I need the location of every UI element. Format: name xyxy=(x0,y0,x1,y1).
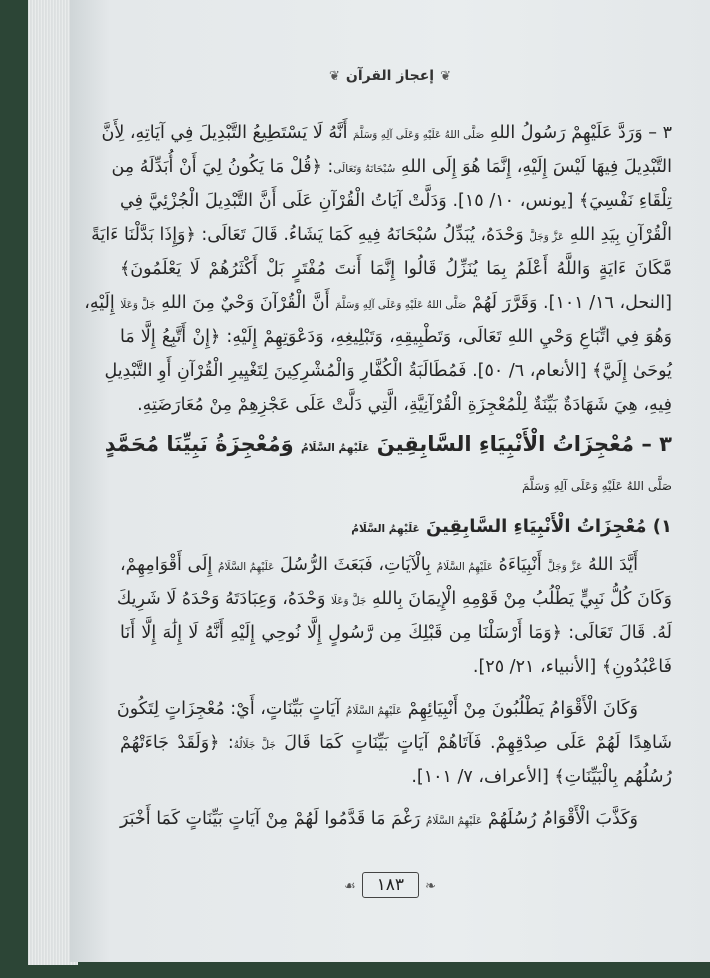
text-segment: مَّكَانَ ءَايَةٍ وَاللَّهُ أَعْلَمُ بِمَا يُنَزِّلُ قَالُوا إِنَّمَا أَنتَ مُفْتَرٍ بَلْ أَكْثَرُهُمْ لَا يَعْلَمُونَ﴾ xyxy=(120,259,672,279)
honorific: جَلَّ وَعَلَا xyxy=(331,595,367,607)
text-segment: إِلَى أَقْوَامِهِمْ، xyxy=(120,555,218,575)
text-segment: وَكَذَّبَ الْأَقْوَامُ رُسُلَهُمْ xyxy=(482,809,638,829)
text-line xyxy=(116,692,672,726)
text-line xyxy=(120,252,672,286)
text-segment: يُوحَىٰ إِلَيَّ﴾ [الأنعام، ٦/ ٥٠]. فَمُطَالَبَةُ الْكُفَّارِ وَالْمُشْرِكِينَ لِتَغْيِيرِ الْقُرْآنِ أَوِ التَّبْدِيلِ xyxy=(104,361,672,381)
text-line xyxy=(120,320,672,354)
text-line xyxy=(120,760,672,794)
text-segment: إِلَيْهِ، xyxy=(84,293,121,313)
honorific: عَزَّ وَجَلَّ xyxy=(529,231,565,243)
text-segment: أَنَّهُ لَا يَسْتَطِيعُ التَّبْدِيلَ فِي آيَاتِهِ، لِأَنَّ xyxy=(101,123,354,143)
text-line xyxy=(111,150,672,184)
text-line xyxy=(120,184,672,218)
text-segment: الْقُرْآنِ بِيَدِ اللهِ xyxy=(564,225,672,245)
honorific: صَلَّى اللهُ عَلَيْهِ وَعَلَى آلِهِ وَسَلَّمَ xyxy=(335,299,467,311)
text-segment: بِالْآيَاتِ، فَبَعَثَ الرُّسُلَ xyxy=(274,555,437,575)
header-title: إعجاز القرآن xyxy=(345,68,435,84)
text-segment: وَحْدَهُ، وَعِبَادَتَهُ وَحْدَهُ لَا شَرِيكَ xyxy=(116,589,332,609)
text-line xyxy=(104,354,672,388)
honorific: جَلَّ وَعَلَا xyxy=(120,299,156,311)
text-line xyxy=(101,116,672,150)
text-segment: ١) مُعْجِزَاتُ الْأَنْبِيَاءِ السَّابِقِينَ xyxy=(419,516,672,537)
text-line xyxy=(120,466,672,506)
text-segment: رُسُلُهُم بِالْبَيِّنَاتِ﴾ [الأعراف، ٧/ ١٠١]. xyxy=(411,767,672,787)
text-line xyxy=(116,582,672,616)
page-number: ١٨٣ xyxy=(362,872,419,898)
text-line xyxy=(120,650,672,684)
text-segment: وَكَانَ كُلُّ نَبِيٍّ يَطْلُبُ مِنْ قَوْمِهِ الْإِيمَانَ بِاللهِ xyxy=(366,589,672,609)
text-segment: شَاهِدًا لَهُمْ عَلَى صِدْقِهِمْ. فَآتَاهُمْ آيَاتٍ بَيِّنَاتٍ كَمَا قَالَ xyxy=(275,733,672,753)
text-line xyxy=(120,726,672,760)
honorific: عَلَيْهِمُ السَّلَامُ xyxy=(345,705,403,717)
honorific: عَلَيْهِمُ السَّلَامُ xyxy=(300,442,370,454)
honorific: صَلَّى اللهُ عَلَيْهِ وَعَلَى آلِهِ وَسَلَّمَ xyxy=(353,129,485,141)
text-segment: أَنَّ الْقُرْآنَ وَحْيٌ مِنَ اللهِ xyxy=(155,293,336,313)
text-line xyxy=(91,218,672,252)
text-segment: : ﴿قُلْ مَا يَكُونُ لِيَ أَنْ أُبَدِّلَهُ مِن xyxy=(111,157,334,177)
text-segment: وَهُوَ فِي اتِّبَاعِ وَحْيِ اللهِ تَعَالَى، وَتَطْبِيقِهِ، وَتَبْلِيغِهِ، وَدَعْوَتِهِمْ إِلَيْهِ: ﴿إِنْ أَتَّبِعُ إِلَّا مَا xyxy=(120,327,672,347)
text-segment: التَّبْدِيلَ فِيهَا لَيْسَ إِلَيْهِ، إِنَّمَا هُوَ إِلَى اللهِ xyxy=(395,157,672,177)
ornament-icon: ☙ xyxy=(344,879,356,894)
ornament-icon: ❦ xyxy=(440,69,452,84)
text-segment: وَحْدَهُ، يُبَدِّلُ سُبْحَانَهُ فِيهِ كَمَا يَشَاءُ. قَالَ تَعَالَى: ﴿وَإِذَا بَدَّلْنَا ءَايَةً xyxy=(91,225,530,245)
text-segment: وَمُعْجِزَةُ نَبِيِّنَا مُحَمَّدٍ xyxy=(104,432,301,456)
book-page xyxy=(70,0,710,962)
text-line xyxy=(84,286,672,320)
text-segment: [النحل، ١٦/ ١٠١]. وَقَرَّرَ لَهُمْ xyxy=(466,293,672,313)
text-line xyxy=(120,802,672,836)
text-segment: ٣ – مُعْجِزَاتُ الْأَنْبِيَاءِ السَّابِقِينَ xyxy=(369,432,672,456)
text-segment: صَلَّى اللهُ عَلَيْهِ وَعَلَى آلِهِ وَسَلَّمَ xyxy=(522,479,672,493)
running-header xyxy=(70,68,710,84)
honorific: سُبْحَانَهُ وَتَعَالَى xyxy=(333,163,396,175)
ornament-icon: ❧ xyxy=(425,879,436,894)
text-line xyxy=(120,616,672,650)
text-segment: لَهُ. قَالَ تَعَالَى: ﴿وَمَا أَرْسَلْنَا مِن قَبْلِكَ مِن رَّسُولٍ إِلَّا نُوحِي إِلَيْهِ أَنَّهُ لَا إِلَٰهَ إِلَّا أَنَا xyxy=(120,623,672,643)
text-segment: : ﴿وَلَقَدْ جَاءَتْهُمْ xyxy=(120,733,234,753)
ornament-icon: ❦ xyxy=(328,69,340,84)
honorific: عَزَّ وَجَلَّ xyxy=(547,561,583,573)
honorific: عَلَيْهِمُ السَّلَامُ xyxy=(351,523,420,535)
text-segment: وَكَانَ الْأَقْوَامُ يَطْلُبُونَ مِنْ أَنْبِيَائِهِمْ xyxy=(402,699,638,719)
text-line xyxy=(120,548,672,582)
text-segment: آيَاتٍ بَيِّنَاتٍ، أَيْ: مُعْجِزَاتٍ لِتَكُونَ xyxy=(116,699,346,719)
text-line xyxy=(120,388,672,422)
text-segment: أَنْبِيَاءَهُ xyxy=(493,555,548,575)
text-segment: ٣ – وَرَدَّ عَلَيْهِمْ رَسُولُ اللهِ xyxy=(484,123,672,143)
honorific: عَلَيْهِمُ السَّلَامُ xyxy=(436,561,493,573)
body-text xyxy=(84,116,673,836)
honorific: عَلَيْهِمُ السَّلَامُ xyxy=(425,815,483,827)
text-segment: فِيهِ، هِيَ شَهَادَةٌ بَيِّنَةٌ لِلْمُعْجِزَةِ الْقُرْآنِيَّةِ، الَّتِي دَلَّتْ عَلَى عَجْزِهِمْ مِنْ مُعَارَضَتِهِ. xyxy=(137,395,672,415)
text-segment: أَيَّدَ اللهُ xyxy=(582,555,638,575)
text-segment: تِلْقَاءِ نَفْسِيَ﴾ [يونس، ١٠/ ١٥]. وَدَلَّتْ آيَاتُ الْقُرْآنِ عَلَى أَنَّ التَّبْدِيلَ الْجُزْئِيَّ فِي xyxy=(120,191,673,211)
honorific: عَلَيْهِمُ السَّلَامُ xyxy=(217,561,275,573)
text-segment: فَاعْبُدُونِ﴾ [الأنبياء، ٢١/ ٢٥]. xyxy=(472,657,672,677)
subsection-heading xyxy=(120,506,672,548)
section-heading xyxy=(104,422,672,466)
honorific: جَلَّ جَلَالُهُ xyxy=(233,739,276,751)
page-number-frame xyxy=(70,872,710,898)
text-segment: رَغْمَ مَا قَدَّمُوا لَهُمْ مِنْ آيَاتٍ بَيِّنَاتٍ كَمَا أَخْبَرَ xyxy=(120,809,426,829)
